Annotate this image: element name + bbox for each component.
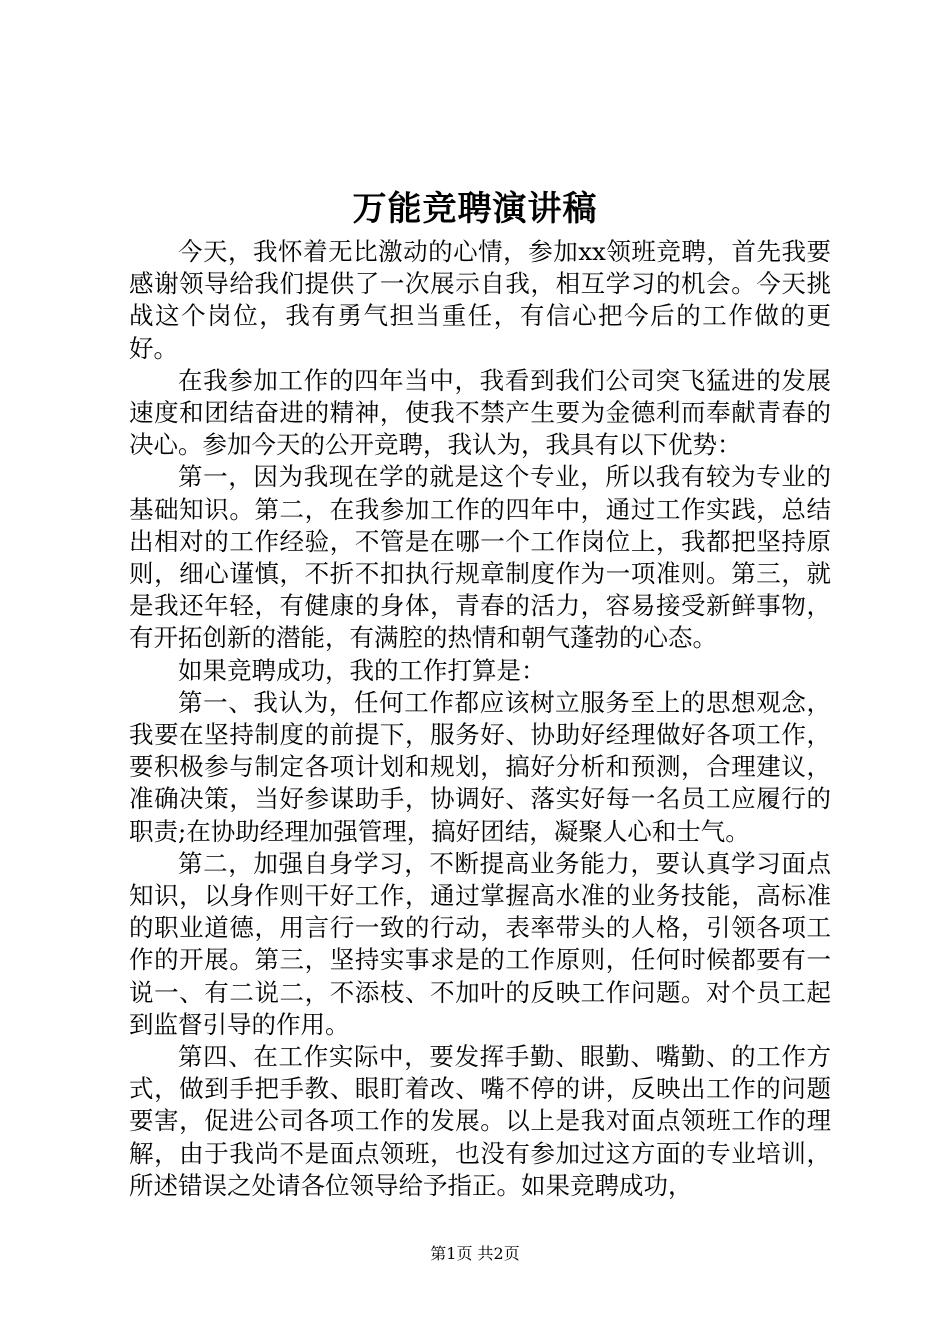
paragraph-4: 如果竞聘成功，我的工作打算是： — [178, 655, 546, 685]
paragraph-3: 第一，因为我现在学的就是这个专业，所以我有较为专业的基础知识。第二，在我参加工作的四年中，通过工作实践，总结出相对的工作经验，不管是在哪一个工作岗位上，我都把坚持原则，细心谨慎，不折不扣执行规章制度作为一项准则。第三，就是我还年轻，有健康的身体，青春的活力，容易接受新鲜事物，有开拓创新的潜能，有满腔的热情和朝气蓬勃的心态。 — [129, 462, 831, 653]
document-body — [129, 236, 831, 1202]
paragraph-2: 在我参加工作的四年当中，我看到我们公司突飞猛进的发展速度和团结奋进的精神，使我不禁产生要为金德利而奉献青春的决心。参加今天的公开竞聘，我认为，我具有以下优势： — [129, 365, 831, 460]
paragraph-5: 第一、我认为，任何工作都应该树立服务至上的思想观念，我要在坚持制度的前提下，服务好、协助好经理做好各项工作，要积极参与制定各项计划和规划，搞好分析和预测，合理建议，准确决策，当好参谋助手，协调好、落实好每一名员工应履行的职责;在协助经理加强管理，搞好团结，凝聚人心和士气。 — [129, 687, 831, 846]
paragraph-7: 第四、在工作实际中，要发挥手勤、眼勤、嘴勤、的工作方式，做到手把手教、眼盯着改、嘴不停的讲，反映出工作的问题要害，促进公司各项工作的发展。以上是我对面点领班工作的理解，由于我尚不是面点领班，也没有参加过这方面的专业培训，所述错误之处请各位领导给予指正。如果竞聘成功， — [129, 1042, 831, 1200]
paragraph-6: 第二，加强自身学习，不断提高业务能力，要认真学习面点知识，以身作则干好工作，通过掌握高水准的业务技能，高标准的职业道德，用言行一致的行动，表率带头的人格，引领各项工作的开展。第三，坚持实事求是的工作原则，任何时候都要有一说一、有二说二，不添枝、不加叶的反映工作问题。对个员工起到监督引导的作用。 — [129, 848, 831, 1039]
page-number-footer: 第1页 共2页 — [430, 1244, 520, 1263]
paragraph-1: 今天，我怀着无比激动的心情，参加xx领班竞聘，首先我要感谢领导给我们提供了一次展示自我，相互学习的机会。今天挑战这个岗位，我有勇气担当重任，有信心把今后的工作做的更好。 — [129, 237, 831, 363]
document-title: 万能竞聘演讲稿 — [352, 189, 598, 229]
